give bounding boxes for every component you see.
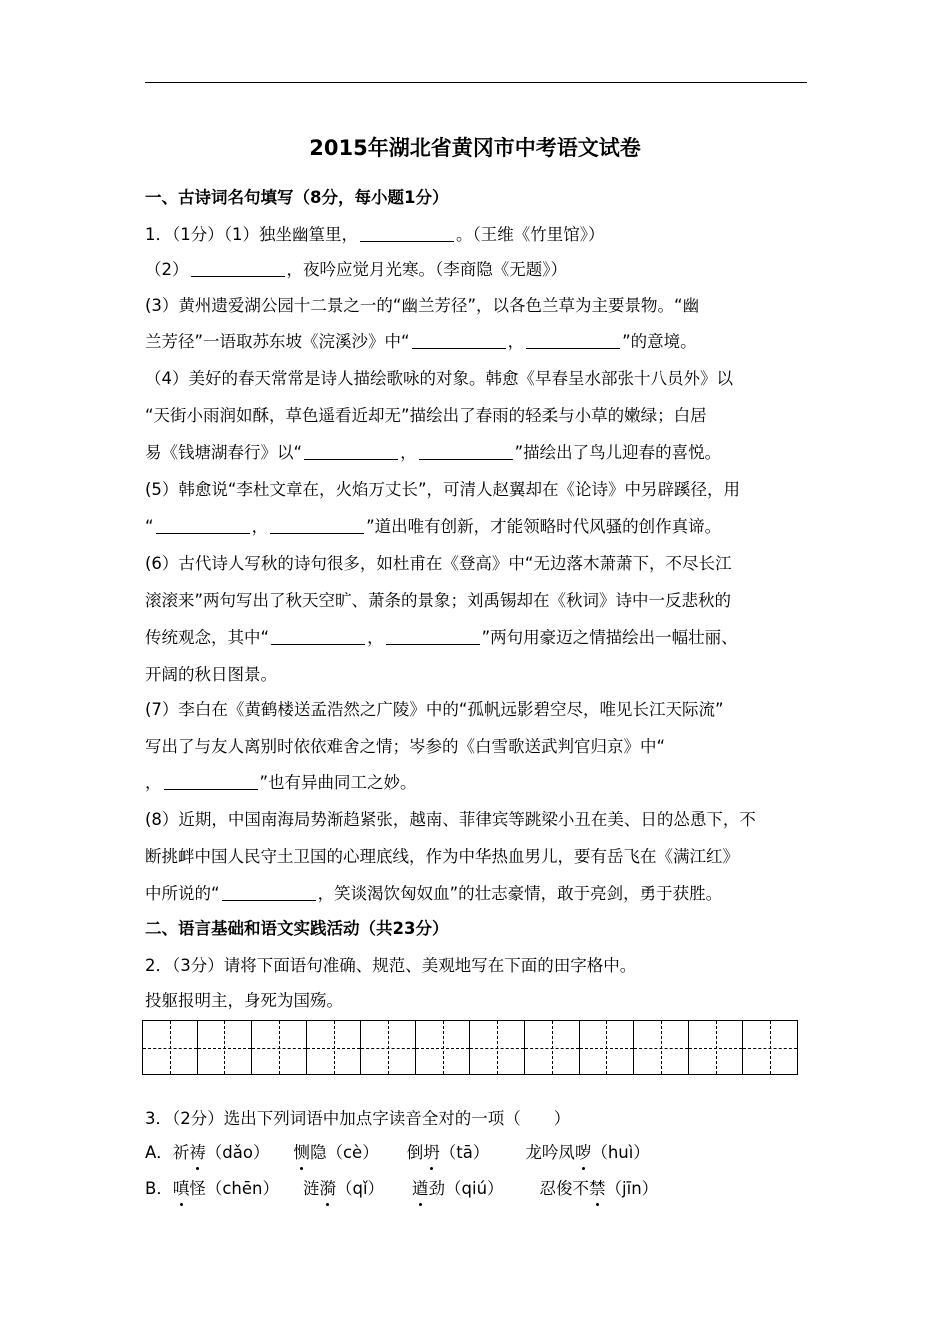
answer-blank[interactable] [164,771,258,790]
grid-cell[interactable] [689,1021,744,1074]
answer-blank[interactable] [156,515,250,534]
q3-stem: 3．（2分）选出下列词语中加点字读音全对的一项（ ） [145,1109,571,1128]
q1-line: (8）近期，中国南海局势渐趋紧张，越南、菲律宾等跳梁小丑在美、日的怂恿下，不 [145,810,756,829]
answer-blank[interactable] [419,441,513,460]
q1-line: 开阔的秋日图景。 [145,665,277,684]
section2-heading: 二、语言基础和语文实践活动（共23分） [145,919,449,938]
answer-blank[interactable] [304,441,398,460]
q1-line: 1．（1分）（1）独坐幽篁里， 。（王维《竹里馆》） [145,225,605,244]
q1-line: “天街小雨润如酥，草色遥看近却无”描绘出了春雨的轻柔与小草的嫩绿；白居 [145,406,707,425]
q1-line: 兰芳径”一语取苏东坡《浣溪沙》中“ ， ”的意境。 [145,332,697,351]
answer-blank[interactable] [270,515,364,534]
q1-line: 滚滚来”两句写出了秋天空旷、萧条的景象；刘禹锡却在《秋词》诗中一反悲秋的 [145,591,732,610]
q3-option-b[interactable]: B．嗔怪（chēn） 涟漪（qǐ） 遒劲（qiú） 忍俊不禁（jīn） [145,1177,658,1201]
grid-cell[interactable] [361,1021,416,1074]
q2-stem: 2．（3分）请将下面语句准确、规范、美观地写在下面的田字格中。 [145,956,637,975]
q1-line: “ ， ”道出唯有创新，才能领略时代风骚的创作真谛。 [145,517,722,536]
grid-cell[interactable] [307,1021,362,1074]
grid-cell[interactable] [198,1021,253,1074]
q1-line: (7）李白在《黄鹤楼送孟浩然之广陵》中的“孤帆远影碧空尽，唯见长江天际流” [145,700,724,719]
grid-cell[interactable] [634,1021,689,1074]
answer-blank[interactable] [360,223,454,242]
q1-line: 写出了与友人离别时依依难舍之情；岑参的《白雪歌送武判官归京》中“ [145,737,666,756]
q1-line: (5）韩愈说“李杜文章在，火焰万丈长”，可清人赵翼却在《论诗》中另辟蹊径，用 [145,480,741,499]
grid-cell[interactable] [580,1021,635,1074]
q1-line: (3）黄州遗爱湖公园十二景之一的“幽兰芳径”，以各色兰草为主要景物。“幽 [145,296,700,315]
answer-blank[interactable] [271,626,365,645]
header-rule [145,82,807,83]
q1-line: 中所说的“ ，笑谈渴饮匈奴血”的壮志豪情，敢于亮剑，勇于获胜。 [145,884,723,903]
tianzige-grid [142,1020,798,1075]
answer-blank[interactable] [191,258,285,277]
grid-cell[interactable] [143,1021,198,1074]
grid-cell[interactable] [525,1021,580,1074]
section1-heading: 一、古诗词名句填写（8分，每小题1分） [145,188,449,207]
q1-line: （2） ，夜吟应觉月光寒。（李商隐《无题》） [145,260,567,279]
answer-blank[interactable] [386,626,480,645]
q1-line: （4）美好的春天常常是诗人描绘歌咏的对象。韩愈《早春呈水部张十八员外》以 [145,369,733,388]
q1-line: (6）古代诗人写秋的诗句很多，如杜甫在《登高》中“无边落木萧萧下，不尽长江 [145,554,732,573]
page-title: 2015年湖北省黄冈市中考语文试卷 [309,136,641,160]
q1-line: ， ”也有异曲同工之妙。 [145,773,417,792]
q1-line: 传统观念，其中“ ， ”两句用豪迈之情描绘出一幅壮丽、 [145,628,738,647]
q1-line: 易《钱塘湖春行》以“ ， ”描绘出了鸟儿迎春的喜悦。 [145,443,722,462]
answer-blank[interactable] [412,330,506,349]
grid-cell[interactable] [416,1021,471,1074]
q2-sentence: 投躯报明主，身死为国殇。 [145,991,343,1010]
answer-blank[interactable] [526,330,620,349]
grid-cell[interactable] [743,1021,797,1074]
q3-option-a[interactable]: A．祈祷（dǎo） 恻隐（cè） 倒坍（tā） 龙吟凤哕（huì） [145,1141,650,1165]
grid-cell[interactable] [252,1021,307,1074]
grid-cell[interactable] [470,1021,525,1074]
answer-blank[interactable] [222,882,316,901]
q1-line: 断挑衅中国人民守土卫国的心理底线，作为中华热血男儿，要有岳飞在《满江红》 [145,847,739,866]
